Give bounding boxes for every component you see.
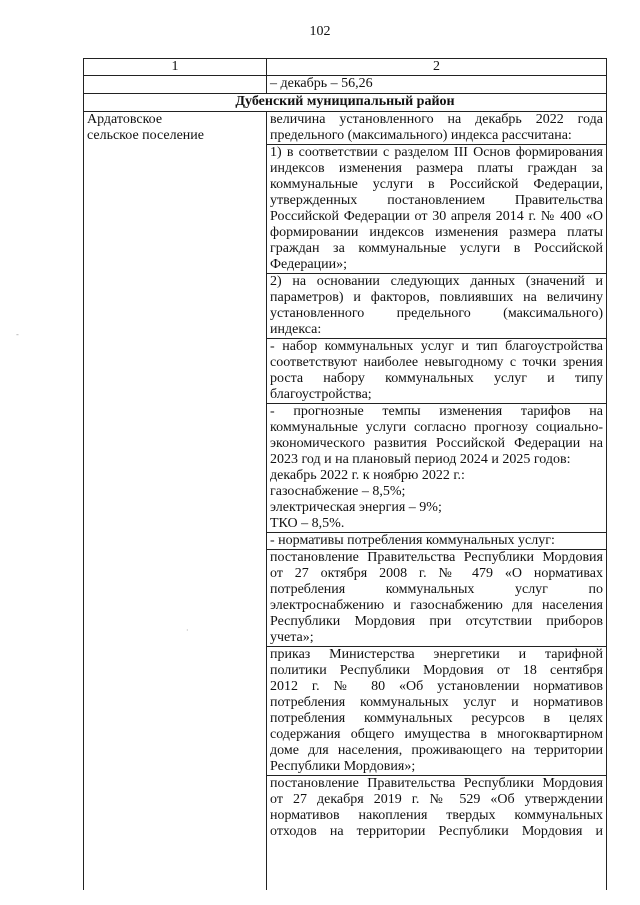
- text-line: параметров) и факторов, повлиявших на величину: [270, 290, 603, 306]
- text-line: коммунальные услуги в Российской Федерации,: [270, 177, 603, 193]
- text-line: потребления коммунальных ресурсов в целях: [270, 711, 603, 727]
- text-line: Федерации»;: [270, 257, 348, 273]
- text-line: Республики Мордовия при отсутствии приборов: [270, 614, 603, 630]
- text-line: электрическая энергия – 9%;: [270, 500, 442, 516]
- text-line: утвержденных постановлением Правительства: [270, 193, 603, 209]
- text-line: от 27 декабря 2019 г. № 529 «Об утверждении: [270, 792, 603, 808]
- paragraph-block: [267, 112, 606, 145]
- description-cell: [267, 112, 607, 890]
- text-line: Республики Мордовия»;: [270, 759, 416, 775]
- text-line: ТКО – 8,5%.: [270, 516, 345, 532]
- paragraph-block: [267, 550, 606, 647]
- page-number: 102: [309, 24, 331, 39]
- settlement-name-cell: [84, 112, 267, 890]
- table-header-row: [84, 59, 607, 76]
- text-line: содержания общего имущества в многоквартирном: [270, 727, 603, 743]
- text-line: экономического развития Российской Федерации на: [270, 436, 603, 452]
- text-line: 2012 г. № 80 «Об установлении нормативов: [270, 679, 603, 695]
- paragraph-block: [267, 533, 606, 550]
- paragraph-block: [270, 776, 603, 840]
- paragraph-block: [267, 339, 606, 404]
- text-line: роста набору коммунальных услуг и типу: [270, 371, 603, 387]
- text-line: величина установленного на декабрь 2022 года: [270, 112, 603, 128]
- text-line: электроснабжению и газоснабжению для населения: [270, 598, 603, 614]
- text-line: Российской Федерации от 30 апреля 2014 г. № 400 «О: [270, 209, 603, 225]
- settlement-name-line2: сельское поселение: [87, 128, 204, 144]
- table-row: [84, 112, 607, 890]
- text-line: газоснабжение – 8,5%;: [270, 484, 406, 500]
- text-line: 2023 год и на плановый период 2024 и 2025 годов:: [270, 452, 571, 468]
- text-line: нормативов накопления твердых коммунальных: [270, 808, 603, 824]
- paragraph-block: [267, 647, 606, 776]
- text-line: формировании индексов изменения размера платы: [270, 225, 603, 241]
- text-line: предельного (максимального) индекса рассчитана:: [270, 128, 572, 144]
- section-title: Дубенский муниципальный район: [84, 94, 607, 112]
- text-line: 1) в соответствии с разделом III Основ формирования: [270, 145, 603, 161]
- first-row-text: – декабрь – 56,26: [267, 76, 607, 94]
- text-line: политики Республики Мордовия от 18 сентября: [270, 663, 603, 679]
- column-header-2: 2: [267, 59, 607, 76]
- text-line: постановление Правительства Республики Мордовия: [270, 550, 603, 566]
- text-line: установленного предельного (максимального): [270, 306, 603, 322]
- scan-mark: -: [16, 330, 19, 339]
- text-line: потребления коммунальных услуг по: [270, 582, 603, 598]
- section-row: [84, 94, 607, 112]
- empty-cell: [84, 76, 267, 94]
- text-line: учета»;: [270, 630, 314, 646]
- text-line: благоустройства;: [270, 387, 372, 403]
- text-line: 2) на основании следующих данных (значений и: [270, 274, 603, 290]
- text-line: - прогнозные темпы изменения тарифов на: [270, 404, 603, 420]
- paragraph-block: [267, 404, 606, 533]
- document-table: [83, 58, 607, 890]
- text-line: коммунальные услуги согласно прогнозу социально-: [270, 420, 603, 436]
- text-line: граждан за коммунальные услуги в Российской: [270, 241, 603, 257]
- text-line: - нормативы потребления коммунальных услуг:: [270, 533, 555, 549]
- column-header-1: 1: [84, 59, 267, 76]
- text-line: соответствуют наиболее невыгодному с точки зрения: [270, 355, 603, 371]
- table-row: [84, 76, 607, 94]
- paragraph-block: [267, 274, 606, 339]
- text-line: отходов на территории Республики Мордовия и: [270, 824, 603, 840]
- scan-mark: ·: [186, 626, 189, 635]
- text-line: декабрь 2022 г. к ноябрю 2022 г.:: [270, 468, 465, 484]
- text-line: постановление Правительства Республики Мордовия: [270, 776, 603, 792]
- text-line: доме для населения, проживающего на территории: [270, 743, 603, 759]
- paragraph-block: [267, 145, 606, 274]
- text-line: - набор коммунальных услуг и тип благоустройства: [270, 339, 603, 355]
- text-line: потребления коммунальных услуг и нормативов: [270, 695, 603, 711]
- text-line: индекса:: [270, 322, 322, 338]
- text-line: от 27 октября 2008 г. № 479 «О нормативах: [270, 566, 603, 582]
- settlement-name-line1: Ардатовское: [87, 112, 163, 128]
- text-line: индексов изменения размера платы граждан за: [270, 161, 603, 177]
- text-line: приказ Министерства энергетики и тарифной: [270, 647, 603, 663]
